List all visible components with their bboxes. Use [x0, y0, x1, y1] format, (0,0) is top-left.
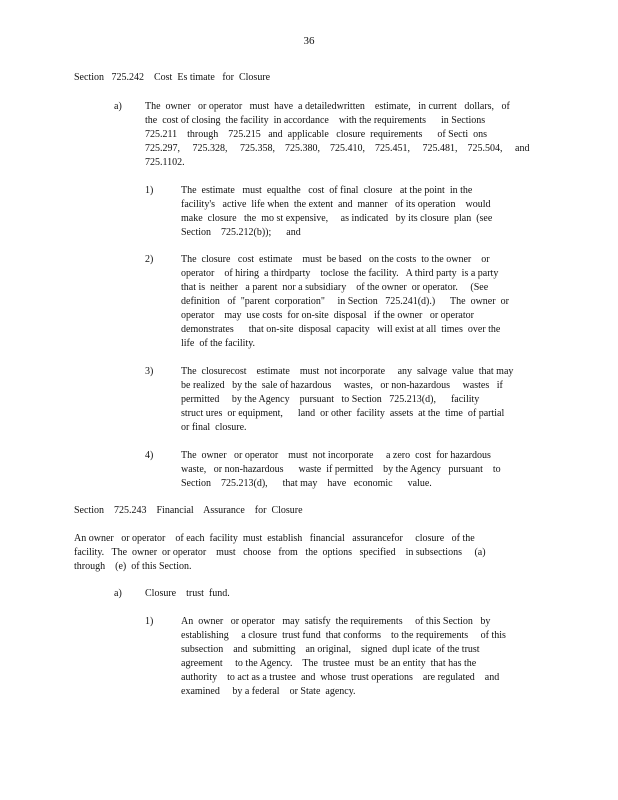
item-1-label: 1): [145, 185, 154, 196]
text-line: 725.211 through 725.215 and applicable closure requirements of Secti ons: [145, 129, 488, 140]
text-line: be realized by the sale of hazardous wastes, or non-hazardous wastes if: [181, 380, 503, 391]
text-line: the cost of closing the facility in accordance with the requirements in Sections: [145, 115, 486, 126]
subsection-a-label: a): [114, 588, 122, 599]
text-line: The estimate must equalthe cost of final closure at the point in the: [181, 185, 473, 196]
section-725-242-heading: Section 725.242 Cost Es timate for Closure: [74, 72, 271, 83]
text-line: examined by a federal or State agency.: [181, 686, 356, 697]
item-1-text: [181, 615, 506, 699]
text-line: waste, or non-hazardous waste if permitted by the Agency pursuant to: [181, 464, 501, 475]
text-line: authority to act as a trustee and whose trust operations are regulated and: [181, 672, 500, 683]
text-line: The owner or operator must have a detailedwritten estimate, in current dollars, of: [145, 101, 510, 112]
text-line: The closure cost estimate must be based on the costs to the owner or: [181, 254, 490, 265]
subsection-a-text: [145, 100, 529, 170]
text-line: or final closure.: [181, 422, 247, 433]
text-line: agreement to the Agency. The trustee must be an entity that has the: [181, 658, 477, 669]
item-4-text: [181, 449, 501, 491]
text-line: establishing a closure trust fund that conforms to the requirements of this: [181, 630, 506, 641]
text-line: that is neither a parent nor a subsidiary of the owner or operator. (See: [181, 282, 489, 293]
text-line: make closure the mo st expensive, as indicated by its closure plan (see: [181, 213, 493, 224]
text-line: An owner or operator of each facility must establish financial assurancefor closure of the: [74, 533, 475, 544]
item-3-label: 3): [145, 366, 154, 377]
subsection-a-label: a): [114, 101, 122, 112]
text-line: The closurecost estimate must not incorporate any salvage value that may: [181, 366, 514, 377]
text-line: facility. The owner or operator must choose from the options specified in subsections (a): [74, 547, 486, 558]
text-line: demonstrates that on-site disposal capacity will exist at all times over the: [181, 324, 501, 335]
item-3-text: [181, 365, 513, 435]
text-line: through (e) of this Section.: [74, 561, 192, 572]
item-2-label: 2): [145, 254, 154, 265]
text-line: struct ures or equipment, land or other facility assets at the time of partial: [181, 408, 505, 419]
text-line: permitted by the Agency pursuant to Section 725.213(d), facility: [181, 394, 480, 405]
item-2-text: [181, 253, 509, 351]
item-1-label: 1): [145, 616, 154, 627]
subsection-a-title: Closure trust fund.: [145, 588, 230, 599]
section-725-243-heading: Section 725.243 Financial Assurance for Closure: [74, 505, 303, 516]
text-line: The owner or operator must not incorporate a zero cost for hazardous: [181, 450, 491, 461]
text-line: definition of "parent corporation" in Section 725.241(d).) The owner or: [181, 296, 509, 307]
text-line: facility's active life when the extent and manner of its operation would: [181, 199, 491, 210]
text-line: Section 725.212(b)); and: [181, 227, 301, 238]
text-line: subsection and submitting an original, signed dupl icate of the trust: [181, 644, 480, 655]
text-line: Section 725.213(d), that may have economic value.: [181, 478, 432, 489]
item-4-label: 4): [145, 450, 154, 461]
text-line: 725.297, 725.328, 725.358, 725.380, 725.410, 725.451, 725.481, 725.504, and: [145, 143, 530, 154]
section-725-243-intro: [74, 532, 486, 574]
text-line: An owner or operator may satisfy the requirements of this Section by: [181, 616, 491, 627]
text-line: 725.1102.: [145, 157, 185, 168]
text-line: life of the facility.: [181, 338, 256, 349]
text-line: operator may use costs for on-site disposal if the owner or operator: [181, 310, 474, 321]
text-line: operator of hiring a thirdparty toclose the facility. A third party is a party: [181, 268, 499, 279]
page-number: 36: [303, 35, 315, 47]
item-1-text: [181, 184, 492, 240]
